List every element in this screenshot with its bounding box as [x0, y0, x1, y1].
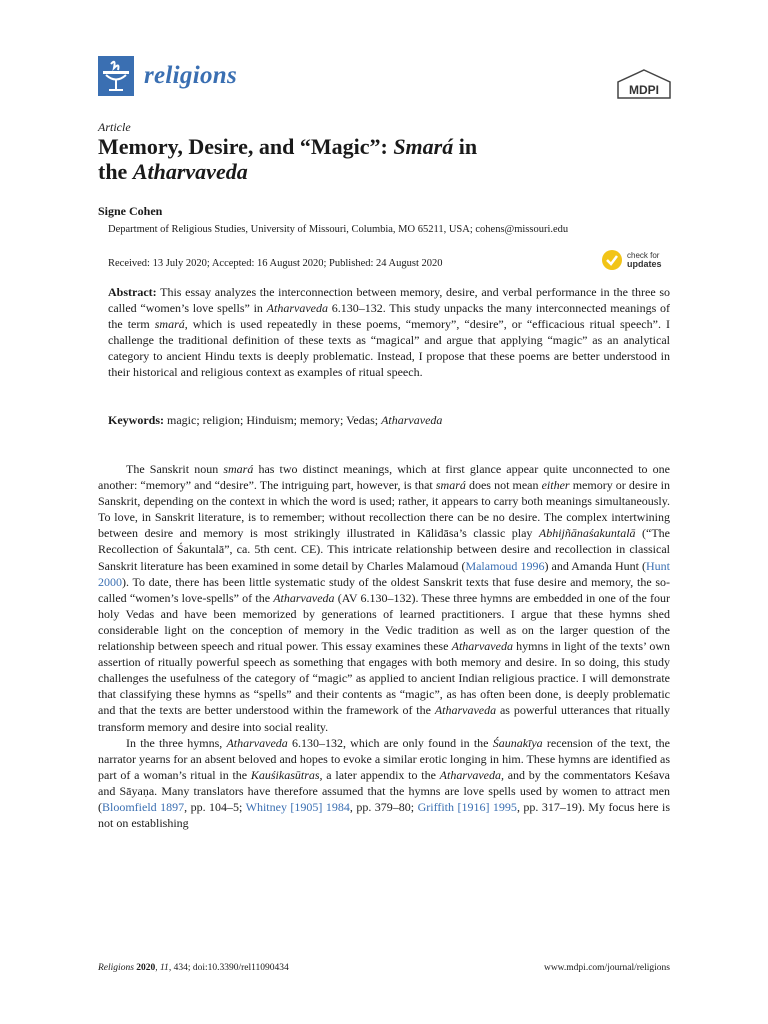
citation-link[interactable]: Bloomfield 1897: [102, 799, 185, 814]
keywords: Keywords: magic; religion; Hinduism; memory; Vedas; Atharvaveda: [108, 413, 443, 427]
citation-link[interactable]: Hunt 2000: [98, 558, 670, 589]
journal-logo[interactable]: [98, 56, 237, 96]
page-title: Memory, Desire, and “Magic”: Smará in the Atharvaveda: [98, 134, 478, 184]
affiliation: Department of Religious Studies, University of Missouri, Columbia, MO 65211, USA; cohens@missouri.edu: [108, 224, 569, 235]
paragraph-1: The Sanskrit noun smará has two distinct meanings, which at first glance appear quite unconnected to one another: “memory” and “desire”. The intriguing part, however, is that smará does not mean either memory or desire in Sanskrit, depending on the context in which the word is used; rather, it appears to carry both meanings simultaneously. To love, in Sanskrit literature, is to remember; without recollection there can be no desire. The complex intertwining between desire and memory is most strikingly illustrated in Kālidāsa’s classic play Abhijñānaśakuntalā (“The Recollection of Śakuntalā”, ca. 5th cent. CE). This intricate relationship between desire and recollection in classical Sanskrit literature has been examined in some detail by Charles Malamoud (Malamoud 1996) and Amanda Hunt (Hunt 2000). To date, there has been little systematic study of the oldest Sanskrit texts that fuse desire and memory, the so-called “women’s love-spells” of the Atharvaveda (AV 6.130–132). These three hymns are embedded in one of the four holy Vedas and have been memorized by generations of learned practitioners. I argue that these hymns shed considerable light on the conception of memory in the Vedic tradition as well as on the larger question of the relationship between speech and ritual power. This essay examines these Atharvaveda hymns in light of the texts’ own assertion of ritually powerful speech as something that engages with both memory and desire. In so doing, this study challenges the usefulness of the category of “magic” as applied to ancient Indian religious practice. I will demonstrate that classifying these hymns as “spells” and their contents as “magic”, as has often been done, is deeply problematic and that the texts are better understood within the framework of the Atharvaveda as powerful utterances that ritually transform memory and desire into social reality.: [98, 462, 670, 734]
body-text: [98, 461, 670, 831]
article-type: Article: [98, 120, 131, 134]
check-for-updates-badge[interactable]: check for updates: [601, 249, 662, 271]
publication-dates: Received: 13 July 2020; Accepted: 16 August 2020; Published: 24 August 2020: [108, 258, 443, 269]
citation-link[interactable]: Malamoud 1996: [465, 558, 545, 573]
paragraph-2: In the three hymns, Atharvaveda 6.130–132, which are only found in the Śaunakīya recension of the text, the narrator yearns for an absent beloved and hopes to evoke a similar erotic longing in him. These hymns are identified as part of a woman’s ritual in the Kauśikasūtras, a later appendix to the Atharvaveda, and by the commentators Keśava and Sāyaṇa. Many translators have therefore assumed that the hymns are love spells used by women to attract men (Bloomfield 1897, pp. 104–5; Whitney [1905] 1984, pp. 379–80; Griffith [1916] 1995, pp. 317–19). My focus here is not on establishing: [98, 735, 670, 831]
publisher-name: MDPI: [629, 83, 659, 97]
checkmark-icon: [601, 249, 623, 271]
mdpi-logo[interactable]: [616, 68, 672, 105]
citation-link[interactable]: Griffith [1916] 1995: [417, 799, 517, 814]
chalice-icon: [98, 56, 134, 96]
author-name: Signe Cohen: [98, 204, 163, 218]
footer-url[interactable]: www.mdpi.com/journal/religions: [543, 963, 670, 973]
citation-link[interactable]: Whitney [1905] 1984: [245, 799, 350, 814]
footer-citation: Religions 2020, 11, 434; doi:10.3390/rel11090434: [98, 963, 289, 973]
journal-name: religions: [144, 62, 237, 89]
abstract: Abstract: This essay analyzes the interconnection between memory, desire, and verbal performance in the three so called “women’s love spells” in Atharvaveda 6.130–132. This study unpacks the many interconnected meanings of the term smará, which is used repeatedly in these poems, “memory”, “desire”, or “efficacious ritual speech”. I challenge the traditional definition of these texts as “magical” and argue that applying “magic” as an analytical category to ancient Hindu texts is deeply problematic. Instead, I propose that these poems are better understood in their historical and religious context as examples of ritual speech.: [108, 285, 670, 379]
